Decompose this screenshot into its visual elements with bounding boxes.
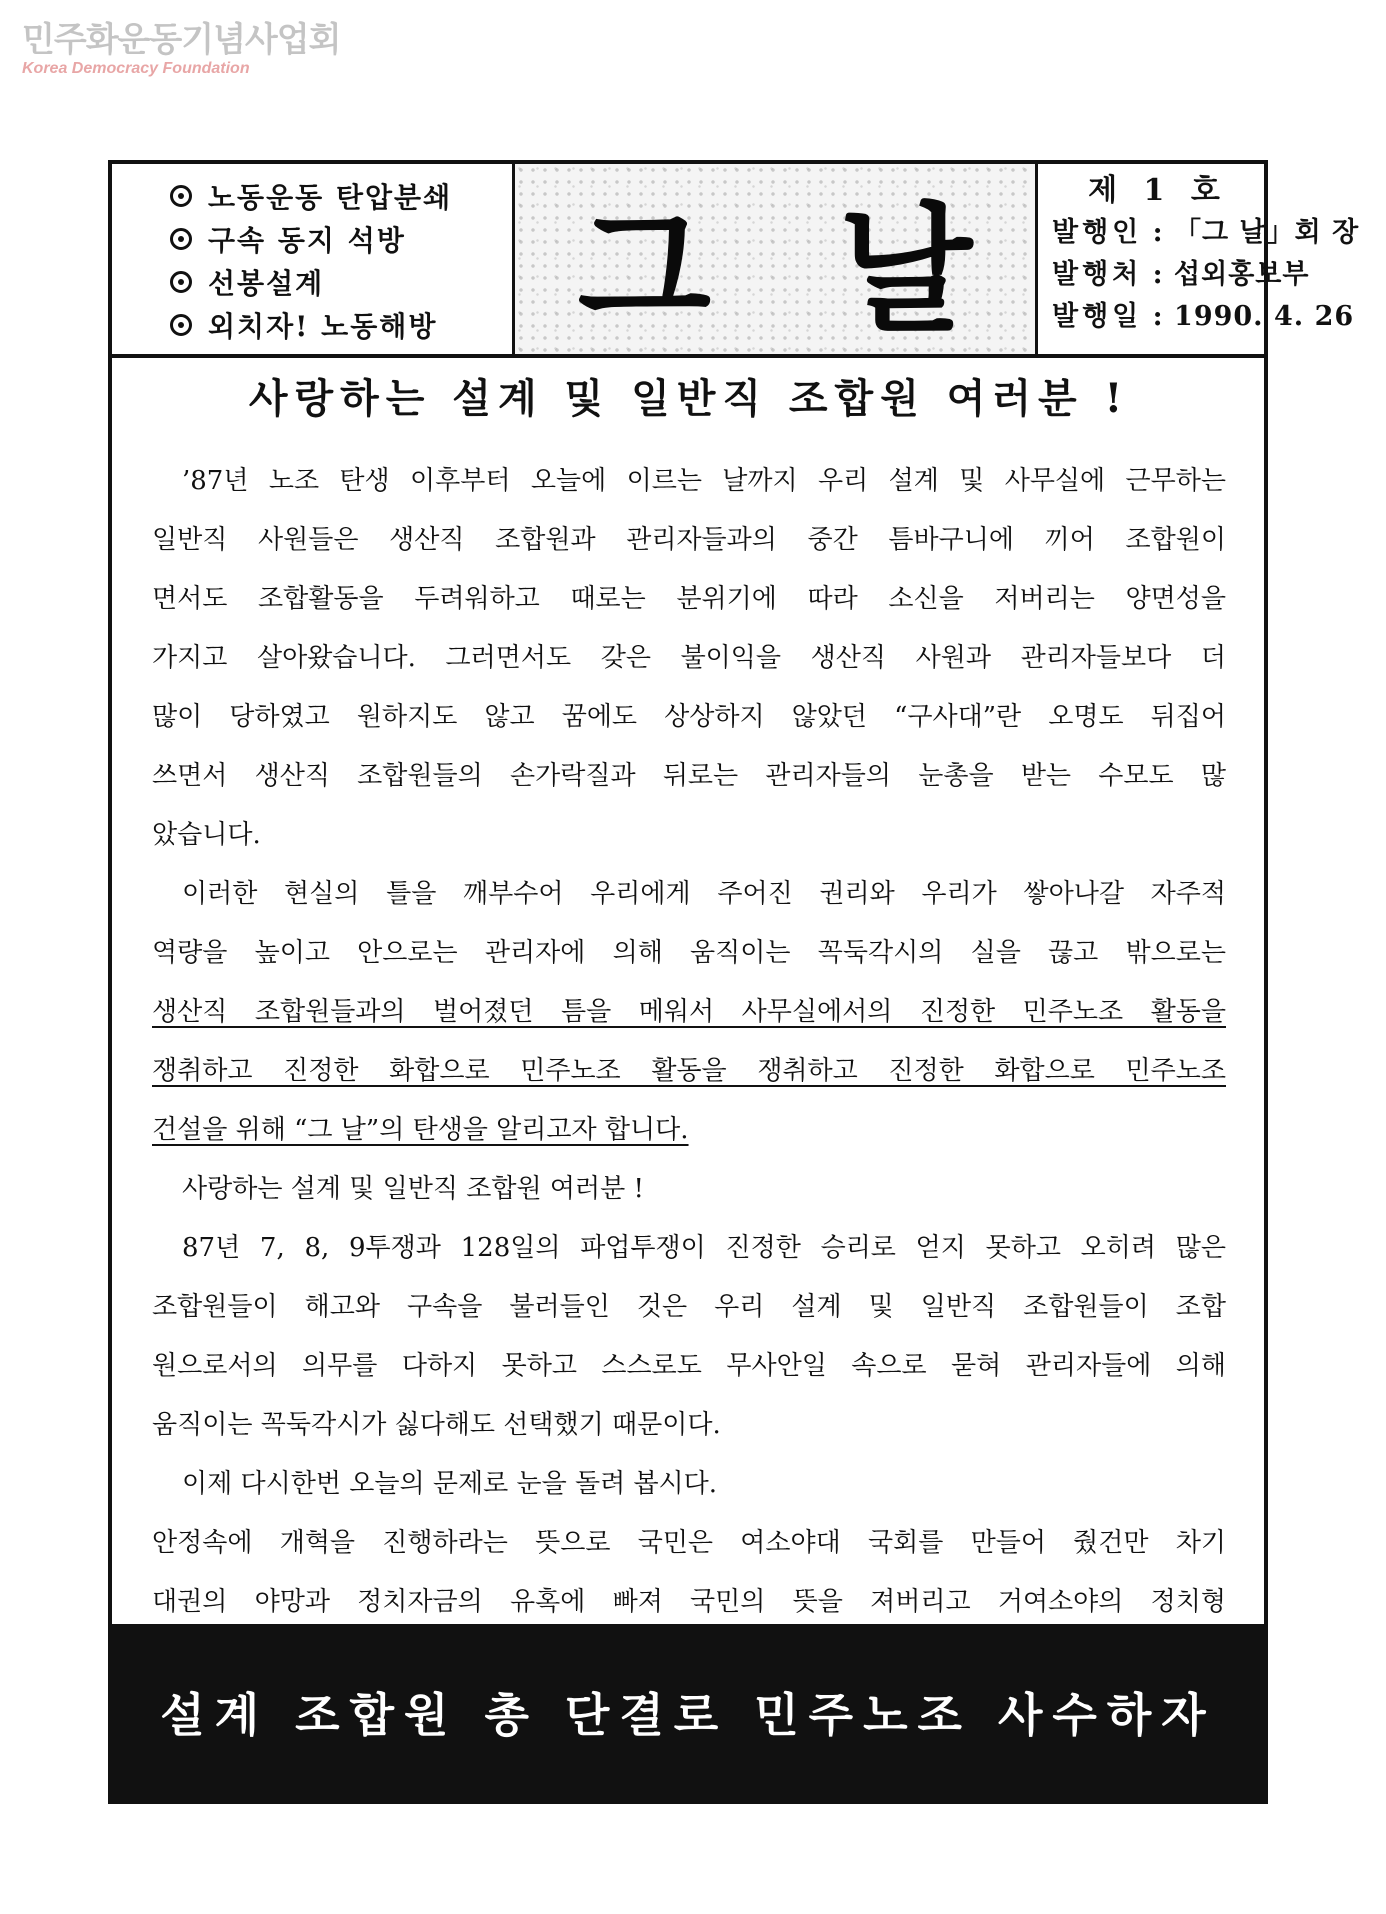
body-line: 일반직 사원들은 생산직 조합원과 관리자들과의 중간 틈바구니에 끼어 조합원이 bbox=[152, 525, 1226, 555]
body-line: 움직이는 꼭둑각시가 싫다해도 선택했기 때문이다. bbox=[152, 1410, 721, 1440]
banner-slogan: 설계 조합원 총 단결로 민주노조 사수하자 bbox=[160, 1688, 1216, 1742]
body-line: 원으로서의 의무를 다하지 못하고 스스로도 무사안일 속으로 묻혀 관리자들에 의해 bbox=[152, 1351, 1226, 1381]
article bbox=[152, 364, 1226, 1632]
body-line: 역량을 높이고 안으로는 관리자에 의해 움직이는 꼭둑각시의 실을 끊고 밖으로는 bbox=[152, 938, 1226, 968]
body-line: 면서도 조합활동을 두려워하고 때로는 분위기에 따라 소신을 저버리는 양면성을 bbox=[152, 584, 1226, 614]
body-line: 안정속에 개혁을 진행하라는 뜻으로 국민은 여소야대 국회를 만들어 줬건만 차기 bbox=[152, 1528, 1226, 1558]
info-label: 발행일 bbox=[1052, 301, 1143, 332]
slogan-list bbox=[170, 174, 550, 346]
masthead bbox=[112, 164, 1360, 358]
slogan-text: 외치자! 노동해방 bbox=[208, 309, 438, 343]
info-label: 발행처 bbox=[1052, 259, 1143, 290]
bullet-icon bbox=[170, 271, 192, 293]
watermark-korean: 민주화운동기념사업회 bbox=[22, 20, 341, 60]
body-line-underlined: 쟁취하고 진정한 화합으로 민주노조 활동을 쟁취하고 진정한 화합으로 민주노조 bbox=[152, 1056, 1226, 1086]
slogan-item bbox=[170, 303, 550, 346]
body-line: 많이 당하였고 원하지도 않고 꿈에도 상상하지 않았던 “구사대”란 오명도 뒤집어 bbox=[152, 702, 1226, 732]
slogan-item bbox=[170, 260, 550, 303]
body-line: 87년 7, 8, 9투쟁과 128일의 파업투쟁이 진정한 승리로 얻지 못하고 오히려 많은 bbox=[182, 1233, 1226, 1263]
body-line: ’87년 노조 탄생 이후부터 오늘에 이르는 날까지 우리 설계 및 사무실에 근무하는 bbox=[182, 466, 1226, 496]
bullet-icon bbox=[170, 228, 192, 250]
slogan-item bbox=[170, 217, 550, 260]
publisher-row: 발행인 : 「그 날」회 장 bbox=[1052, 217, 1360, 248]
info-value: 섭외홍보부 bbox=[1174, 259, 1310, 290]
body-line: 사랑하는 설계 및 일반직 조합원 여러분 ! bbox=[182, 1174, 644, 1204]
body-line: 가지고 살아왔습니다. 그러면서도 갖은 불이익을 생산직 사원과 관리자들보다 더 bbox=[152, 643, 1226, 673]
slogan-text: 구속 동지 석방 bbox=[208, 223, 406, 257]
issue-number: 제 1 호 bbox=[1088, 173, 1228, 208]
slogan-text: 노동운동 탄압분쇄 bbox=[208, 180, 453, 214]
body-line-underlined: 건설을 위해 “그 날”의 탄생을 알리고자 합니다. bbox=[152, 1115, 689, 1145]
publishing-office-row: 발행처 : 섭외홍보부 bbox=[1052, 259, 1310, 290]
watermark-english: Korea Democracy Foundation bbox=[22, 60, 250, 77]
bullet-icon bbox=[170, 185, 192, 207]
info-label: 발행인 bbox=[1052, 217, 1143, 248]
body-line: 았습니다. bbox=[152, 820, 261, 850]
slogan-item bbox=[170, 174, 550, 217]
body-line: 조합원들이 해고와 구속을 불러들인 것은 우리 설계 및 일반직 조합원들이 조합 bbox=[152, 1292, 1226, 1322]
newsletter-title: 그 날 bbox=[577, 190, 1013, 351]
bottom-banner bbox=[112, 1624, 1264, 1800]
title-box bbox=[512, 164, 1038, 354]
watermark bbox=[22, 20, 340, 78]
body-line-underlined: 생산직 조합원들과의 벌어졌던 틈을 메워서 사무실에서의 진정한 민주노조 활동을 bbox=[152, 997, 1226, 1027]
body-line: 이제 다시한번 오늘의 문제로 눈을 돌려 봅시다. bbox=[182, 1469, 718, 1499]
info-value: 1990. 4. 26 bbox=[1174, 301, 1355, 332]
body-line: 쓰면서 생산직 조합원들의 손가락질과 뒤로는 관리자들의 눈총을 받는 수모도 많 bbox=[152, 761, 1226, 791]
publish-date-row: 발행일 : 1990. 4. 26 bbox=[1052, 301, 1355, 332]
body-line: 이러한 현실의 틀을 깨부수어 우리에게 주어진 권리와 우리가 쌓아나갈 자주적 bbox=[182, 879, 1226, 909]
slogan-text: 선봉설계 bbox=[208, 266, 325, 300]
article-headline: 사랑하는 설계 및 일반직 조합원 여러분 ! bbox=[248, 375, 1130, 422]
issue-info bbox=[1052, 170, 1360, 338]
body-line: 대권의 야망과 정치자금의 유혹에 빠져 국민의 뜻을 져버리고 거여소야의 정치형 bbox=[152, 1587, 1226, 1617]
bullet-icon bbox=[170, 314, 192, 336]
newsletter-page bbox=[108, 160, 1360, 1804]
info-value: 「그 날」회 장 bbox=[1174, 217, 1360, 248]
